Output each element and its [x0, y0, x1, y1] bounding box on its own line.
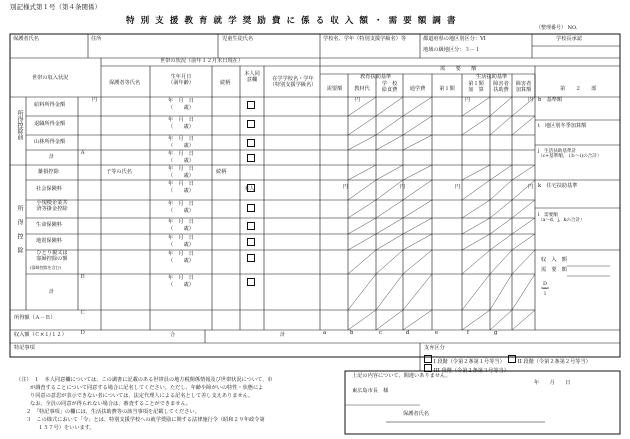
support-level-2[interactable]: II 段階（令第２条第２号等当） — [508, 355, 591, 366]
age-value: （ 歳） — [168, 188, 194, 194]
row-forest-income: 山林所得金額 — [34, 139, 66, 145]
column-letter: g — [494, 330, 498, 336]
declaration-statement: 上記の内容について、間違いありません。 — [352, 373, 451, 379]
consent-checkbox[interactable] — [247, 154, 255, 162]
age-value: （ 歳） — [168, 226, 194, 232]
note-line: １５７号）をいいます。 — [38, 425, 95, 431]
demand-col-lunch: 学 校 給食費 — [381, 81, 398, 93]
checkbox-level-3[interactable] — [424, 364, 432, 372]
column-letter: b — [350, 330, 354, 336]
row-life-insurance: 生命保険料 — [36, 222, 62, 228]
child-name-label: 児童生徒氏名 — [222, 36, 254, 42]
row-single-parent-note: (寡婦控除を含む) — [30, 265, 62, 270]
column-letter: a — [323, 330, 327, 336]
household-heading: 世帯の状況（前年１２月末日現在） — [160, 58, 244, 64]
note-line: ２ 「特記事項」の欄には、生活扶助費等の該当事項を記載してください。 — [26, 409, 200, 415]
income-amount-label: 収 入 額 — [541, 257, 567, 263]
consent-checkbox[interactable] — [247, 139, 255, 147]
registration-number: （整理番号） NO. — [536, 25, 578, 31]
row-income-a-minus-b: 所得額（Ａ－Ｂ） — [14, 315, 56, 321]
item-b-base: b 基準額 — [538, 97, 563, 103]
yen-unit: 円 — [528, 184, 534, 190]
form-id: 別記様式第１号（第４条関係） — [10, 3, 101, 11]
letter-d: Ｄ — [80, 330, 86, 336]
age-value: （ 歳） — [168, 124, 194, 130]
birthdate-value: 年 月 日 — [168, 151, 194, 157]
consent-checkbox[interactable] — [247, 238, 255, 246]
yen-unit: 円 — [343, 184, 349, 190]
checkbox-level-1[interactable] — [424, 355, 432, 363]
item-k-housing: k 住宅扶助基準 — [538, 183, 578, 189]
yen-unit: 円 — [400, 184, 406, 190]
total-label: 合 — [170, 332, 176, 338]
row-single-parent-deduction: ひとり親又は 寡婦控除の額 — [36, 250, 68, 262]
child-relation-label: 続柄 — [216, 169, 227, 175]
yen-unit: 円 — [455, 184, 461, 190]
consent-checkbox[interactable] — [247, 204, 255, 212]
birthdate-col-header: 生年月日 （満年齢） — [168, 74, 194, 86]
birthdate-value: 年 月 日 — [168, 275, 194, 281]
special-notes-label: 特記事項 — [14, 345, 35, 351]
item-l-demand: l 需要額 （a～d、j、kの合計） — [538, 213, 585, 224]
birthdate-value: 年 月 日 — [168, 251, 194, 257]
row-income-monthly: 収入額（Ｃ×１/１２） — [14, 332, 67, 338]
birthdate-value: 年 月 日 — [168, 181, 194, 187]
letter-b: Ｂ — [80, 274, 86, 280]
column-letter: f — [467, 330, 469, 336]
age-value: （ 歳） — [168, 105, 194, 111]
addressee: 東広島市長 様 — [352, 388, 389, 394]
part2-heading: 第 ２ 部 — [560, 86, 597, 92]
birthdate-value: 年 月 日 — [168, 235, 194, 241]
demand-heading: 需 要 額 — [440, 66, 477, 72]
letter-c: Ｃ — [80, 310, 86, 316]
column-letter: e — [435, 330, 439, 336]
row-small-business-mutual: 小規模企業共 済等掛金控除 — [36, 200, 68, 212]
address-label: 住所 — [91, 36, 102, 42]
sum-label: 計 — [280, 332, 286, 338]
column-letter: c — [379, 330, 382, 336]
row-subtotal-b: 計 — [49, 289, 55, 295]
edu-assist-heading: 教育扶助基準 — [360, 74, 392, 80]
support-level-3[interactable]: III 段階（令第２条第３号等当） — [424, 364, 509, 375]
school-col-header: 在学学校名・学年 （特別支援学級名） — [269, 76, 317, 88]
consent-checkbox[interactable] — [247, 278, 255, 286]
yen-unit: 円 — [528, 97, 534, 103]
demand-col-commute: 通学費 — [409, 86, 426, 92]
birthdate-value: 年 月 日 — [168, 117, 194, 123]
life-assist-heading: 生活扶助基準 — [476, 74, 508, 80]
birthdate-value: 年 月 日 — [168, 98, 194, 104]
row-social-insurance: 社会保険料 — [36, 186, 62, 192]
birthdate-value: 年 月 日 — [168, 201, 194, 207]
consent-checkbox[interactable] — [247, 222, 255, 230]
age-value: （ 歳） — [168, 208, 194, 214]
age-value: （ 歳） — [168, 173, 194, 179]
prefecture-area-label: 都道府県の地区別区分：VI — [423, 36, 486, 42]
demand-col-disability-add: 障害者 加算額 — [515, 81, 532, 93]
consent-checkbox[interactable] — [247, 101, 255, 109]
age-value: （ 歳） — [168, 282, 194, 288]
demand-col-class1: 第１類 — [439, 86, 455, 92]
row-casualty-deduction: 雑損控除 — [38, 169, 59, 175]
guardian-col-header: 保護者等氏名 — [109, 80, 141, 86]
pre-deduction-side-label: 所得控除前 — [16, 110, 23, 140]
support-category-label: 支弁区分 — [424, 345, 445, 351]
area-grade-label: 地域の級地区分：３－１ — [423, 47, 481, 53]
support-level-1[interactable]: I 段階（令第２条第１号等当） — [424, 355, 505, 366]
signature-date: 年 月 日 — [534, 380, 571, 386]
age-value: （ 歳） — [168, 242, 194, 248]
document-title: 特 別 支 援 教 育 就 学 奨 励 費 に 係 る 収 入 額 ・ 需 要 額 調 書 — [126, 16, 457, 26]
age-value: （ 歳） — [168, 258, 194, 264]
demand-col-disability-aid: 障害者 扶助費 — [493, 81, 509, 93]
age-value: （ 歳） — [168, 143, 194, 149]
note-line: ３ この様式において「令」とは、特別支援学校への就学奨励に関する法律施行令（昭和２９年政令第 — [26, 417, 265, 423]
income-status-heading: 世帯の収入状況 — [32, 75, 69, 81]
consent-col-header: 本人同意欄 — [244, 71, 260, 83]
note-line: り同意の意思が表示できない者については、法定代理人による記名として差し支えありません。 — [30, 393, 254, 399]
school-approval-label: 学校長承認 — [556, 36, 582, 42]
school-label: 学校名、学年（特別支援学級名）等 — [323, 36, 407, 42]
child-name-label-row: 子等の氏名 — [106, 169, 132, 175]
letter-a: Ａ — [80, 150, 86, 156]
item-j-living-total: j 生活扶助基準計 （c+基準額、 (ｂ～i)の合計） — [538, 149, 602, 160]
yen-unit: 円 — [355, 97, 361, 103]
demand-col-need: 需要額 — [326, 86, 343, 92]
birthdate-value: 年 月 日 — [168, 136, 194, 142]
yen-unit: 円 — [92, 97, 98, 103]
row-retirement-income: 退職所得金額 — [34, 121, 66, 127]
row-salary-income: 給料所得金額 — [34, 102, 66, 108]
note-line: が調査することについて同意する場合に記名してください。ただし、年齢や障がいの特性・状態によ — [30, 385, 264, 391]
checkbox-level-2[interactable] — [508, 355, 516, 363]
birthdate-value: 年 月 日 — [168, 166, 194, 172]
demand-col-materials: 教材代 — [354, 86, 370, 92]
deduction-side-label: 所得控除 — [16, 205, 23, 261]
demand-col-class1-add: 第１類 加 算 — [468, 81, 484, 93]
guardian-label: 保護者氏名 — [13, 36, 39, 42]
self-mark: 本人 — [244, 186, 255, 192]
age-value: （ 歳） — [168, 158, 194, 164]
row-subtotal-a: 計 — [49, 154, 55, 160]
yen-unit: 円 — [465, 97, 471, 103]
note-line: （注） １ 本人同意欄については、この調書に記載のある世帯員の地方税関係情報及び世帯状況について、市 — [16, 377, 273, 383]
row-earthquake-insurance: 地震保険料 — [36, 238, 62, 244]
relation-col-header: 続柄 — [220, 80, 231, 86]
demand-amount-label: 需 要 額 — [541, 267, 567, 273]
birthdate-value: 年 月 日 — [168, 219, 194, 225]
consent-checkbox[interactable] — [247, 120, 255, 128]
item-i-winter: i 地区別冬季加算額 — [538, 123, 587, 129]
column-letter: d — [406, 330, 410, 336]
ratio-fraction: D ― l — [542, 281, 548, 297]
signer-label: 保護者氏名 — [403, 411, 429, 417]
note-line: なお、全員の同意が得られない場合は、審査することができません。 — [30, 401, 192, 407]
consent-checkbox[interactable] — [247, 254, 255, 262]
